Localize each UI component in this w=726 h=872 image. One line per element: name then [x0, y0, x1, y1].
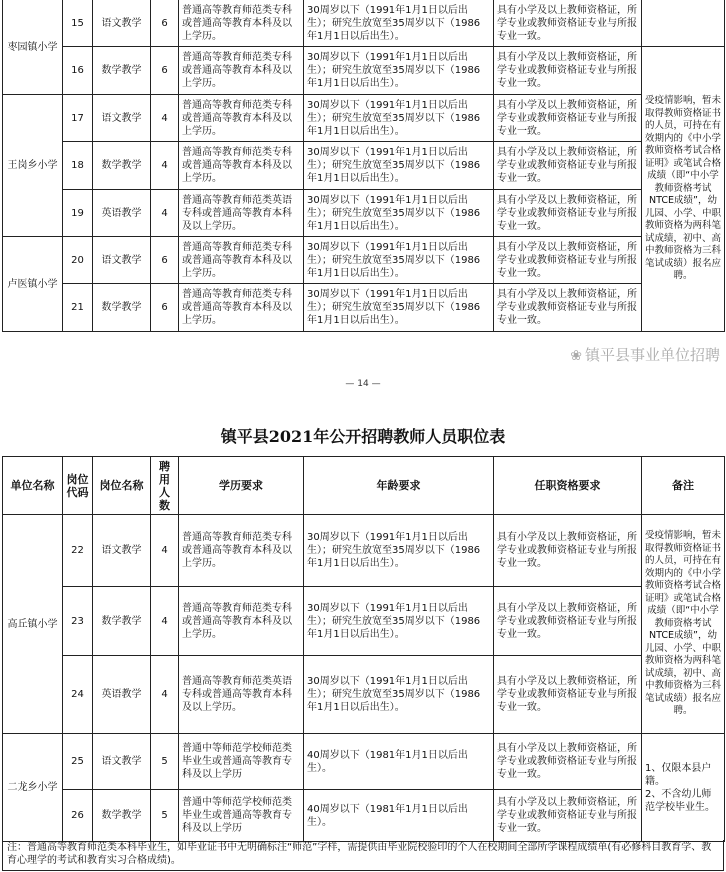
post-cell: 语文教学 [93, 734, 151, 790]
table-row [3, 237, 725, 284]
post-cell: 数学教学 [93, 790, 151, 842]
header-post: 岗位名称 [93, 457, 151, 515]
count-cell: 4 [151, 587, 179, 656]
edu-cell: 普通中等师范学校师范类毕业生或普通高等教育专科及以上学历 [179, 734, 304, 790]
age-cell: 30周岁以下（1991年1月1日以后出生）；研究生放宽至35周岁以下（1986年1月1日以后出生）。 [304, 142, 494, 190]
unit-cell: 二龙乡小学 [3, 734, 63, 842]
post-cell: 英语教学 [93, 656, 151, 734]
post-cell: 语文教学 [93, 237, 151, 284]
page-title: 镇平县2021年公开招聘教师人员职位表 [220, 427, 506, 446]
count-cell: 6 [151, 284, 179, 332]
edu-cell: 普通高等教育师范类专科或普通高等教育本科及以上学历。 [179, 0, 304, 47]
header-edu: 学历要求 [179, 457, 304, 515]
code-cell: 21 [63, 284, 93, 332]
table-row [3, 734, 725, 790]
header-count: 聘用人数 [151, 457, 179, 515]
post-cell: 语文教学 [93, 95, 151, 142]
age-cell: 30周岁以下（1991年1月1日以后出生）；研究生放宽至35周岁以下（1986年1月1日以后出生）。 [304, 0, 494, 47]
header-unit: 单位名称 [3, 457, 63, 515]
edu-cell: 普通高等教育师范类英语专科或普通高等教育本科及以上学历。 [179, 656, 304, 734]
post-cell: 数学教学 [93, 142, 151, 190]
unit-cell: 卢医镇小学 [3, 237, 63, 332]
header-remark: 备注 [642, 457, 725, 515]
code-cell: 24 [63, 656, 93, 734]
table-row [3, 95, 725, 142]
positions-table [2, 456, 725, 842]
age-cell: 30周岁以下（1991年1月1日以后出生）；研究生放宽至35周岁以下（1986年1月1日以后出生）。 [304, 190, 494, 237]
count-cell: 5 [151, 790, 179, 842]
age-cell: 30周岁以下（1991年1月1日以后出生）；研究生放宽至35周岁以下（1986年1月1日以后出生）。 [304, 47, 494, 95]
remark-cell: 受疫情影响，暂未取得教师资格证书的人员，可持在有效期内的《中小学教师资格考试合格证明》或笔试合格成绩（即“中小学教师资格考试NTCE成绩”，幼儿园、小学、中职教师资格为两科笔试成绩，初中、高中教师资格为三科笔试成绩）报名应聘。 [642, 515, 725, 734]
edu-cell: 普通高等教育师范类英语专科或普通高等教育本科及以上学历。 [179, 190, 304, 237]
code-cell: 25 [63, 734, 93, 790]
code-cell: 16 [63, 47, 93, 95]
code-cell: 15 [63, 0, 93, 47]
count-cell: 4 [151, 515, 179, 587]
qual-cell: 具有小学及以上教师资格证，所学专业或教师资格证专业与所报专业一致。 [494, 95, 642, 142]
post-cell: 语文教学 [93, 515, 151, 587]
header-row [3, 457, 725, 515]
edu-cell: 普通高等教育师范类专科或普通高等教育本科及以上学历。 [179, 142, 304, 190]
post-cell: 数学教学 [93, 284, 151, 332]
post-cell: 数学教学 [93, 587, 151, 656]
unit-cell: 高丘镇小学 [3, 515, 63, 734]
post-cell: 语文教学 [93, 0, 151, 47]
code-cell: 26 [63, 790, 93, 842]
edu-cell: 普通高等教育师范类专科或普通高等教育本科及以上学历。 [179, 284, 304, 332]
qual-cell: 具有小学及以上教师资格证，所学专业或教师资格证专业与所报专业一致。 [494, 0, 642, 47]
qual-cell: 具有小学及以上教师资格证，所学专业或教师资格证专业与所报专业一致。 [494, 656, 642, 734]
age-cell: 40周岁以下（1981年1月1日以后出生）。 [304, 734, 494, 790]
edu-cell: 普通高等教育师范类专科或普通高等教育本科及以上学历。 [179, 237, 304, 284]
table-row [3, 190, 725, 237]
remark-cell: 受疫情影响，暂未取得教师资格证书的人员，可持在有效期内的《中小学教师资格考试合格证明》或笔试合格成绩（即“中小学教师资格考试NTCE成绩”，幼儿园、小学、中职教师资格为两科笔试成绩，初中、高中教师资格为三科笔试成绩）报名应聘。 [642, 47, 725, 332]
qual-cell: 具有小学及以上教师资格证，所学专业或教师资格证专业与所报专业一致。 [494, 284, 642, 332]
count-cell: 4 [151, 142, 179, 190]
wechat-icon: ❀ [570, 348, 582, 364]
table-row [3, 790, 725, 842]
post-cell: 英语教学 [93, 190, 151, 237]
table-row [3, 47, 725, 95]
qual-cell: 具有小学及以上教师资格证，所学专业或教师资格证专业与所报专业一致。 [494, 47, 642, 95]
edu-cell: 普通高等教育师范类专科或普通高等教育本科及以上学历。 [179, 95, 304, 142]
count-cell: 4 [151, 656, 179, 734]
watermark: ❀ 镇平县事业单位招聘 [570, 346, 720, 364]
edu-cell: 普通中等师范学校师范类毕业生或普通高等教育专科及以上学历 [179, 790, 304, 842]
qual-cell: 具有小学及以上教师资格证，所学专业或教师资格证专业与所报专业一致。 [494, 587, 642, 656]
age-cell: 40周岁以下（1981年1月1日以后出生）。 [304, 790, 494, 842]
code-cell: 23 [63, 587, 93, 656]
count-cell: 5 [151, 734, 179, 790]
count-cell: 4 [151, 190, 179, 237]
table-row [3, 284, 725, 332]
qual-cell: 具有小学及以上教师资格证，所学专业或教师资格证专业与所报专业一致。 [494, 734, 642, 790]
table-row [3, 0, 725, 47]
count-cell: 6 [151, 237, 179, 284]
unit-cell: 王岗乡小学 [3, 95, 63, 237]
qual-cell: 具有小学及以上教师资格证，所学专业或教师资格证专业与所报专业一致。 [494, 190, 642, 237]
table-row [3, 587, 725, 656]
code-cell: 18 [63, 142, 93, 190]
age-cell: 30周岁以下（1991年1月1日以后出生）；研究生放宽至35周岁以下（1986年1月1日以后出生）。 [304, 237, 494, 284]
table-row [3, 656, 725, 734]
qual-cell: 具有小学及以上教师资格证，所学专业或教师资格证专业与所报专业一致。 [494, 237, 642, 284]
header-code: 岗位代码 [63, 457, 93, 515]
positions-table-continued [2, 0, 725, 332]
count-cell: 6 [151, 47, 179, 95]
count-cell: 6 [151, 0, 179, 47]
header-age: 年龄要求 [304, 457, 494, 515]
age-cell: 30周岁以下（1991年1月1日以后出生）；研究生放宽至35周岁以下（1986年1月1日以后出生）。 [304, 284, 494, 332]
post-cell: 数学教学 [93, 47, 151, 95]
count-cell: 4 [151, 95, 179, 142]
code-cell: 17 [63, 95, 93, 142]
edu-cell: 普通高等教育师范类专科或普通高等教育本科及以上学历。 [179, 587, 304, 656]
table-row [3, 515, 725, 587]
unit-cell: 枣园镇小学 [3, 0, 63, 95]
age-cell: 30周岁以下（1991年1月1日以后出生）；研究生放宽至35周岁以下（1986年1月1日以后出生）。 [304, 587, 494, 656]
footnote: 注：普通高等教育师范类本科毕业生，如毕业证书中无明确标注“师范”字样，需提供由毕业院校验印的个人在校期间全部所学课程成绩单(有必修科目教育学、教育心理学的考试和教育实习合格成绩)。 [2, 840, 724, 871]
qual-cell: 具有小学及以上教师资格证，所学专业或教师资格证专业与所报专业一致。 [494, 790, 642, 842]
qual-cell: 具有小学及以上教师资格证，所学专业或教师资格证专业与所报专业一致。 [494, 142, 642, 190]
remark-cell: 1、仅限本县户籍。 2、不含幼儿师范学校毕业生。 [642, 734, 725, 842]
age-cell: 30周岁以下（1991年1月1日以后出生）；研究生放宽至35周岁以下（1986年1月1日以后出生）。 [304, 95, 494, 142]
header-qual: 任职资格要求 [494, 457, 642, 515]
code-cell: 19 [63, 190, 93, 237]
age-cell: 30周岁以下（1991年1月1日以后出生）；研究生放宽至35周岁以下（1986年1月1日以后出生）。 [304, 515, 494, 587]
edu-cell: 普通高等教育师范类专科或普通高等教育本科及以上学历。 [179, 47, 304, 95]
remark-cell [642, 0, 725, 47]
page-number: — 14 — [345, 379, 381, 389]
code-cell: 20 [63, 237, 93, 284]
edu-cell: 普通高等教育师范类专科或普通高等教育本科及以上学历。 [179, 515, 304, 587]
table-row [3, 142, 725, 190]
age-cell: 30周岁以下（1991年1月1日以后出生）；研究生放宽至35周岁以下（1986年1月1日以后出生）。 [304, 656, 494, 734]
code-cell: 22 [63, 515, 93, 587]
qual-cell: 具有小学及以上教师资格证，所学专业或教师资格证专业与所报专业一致。 [494, 515, 642, 587]
